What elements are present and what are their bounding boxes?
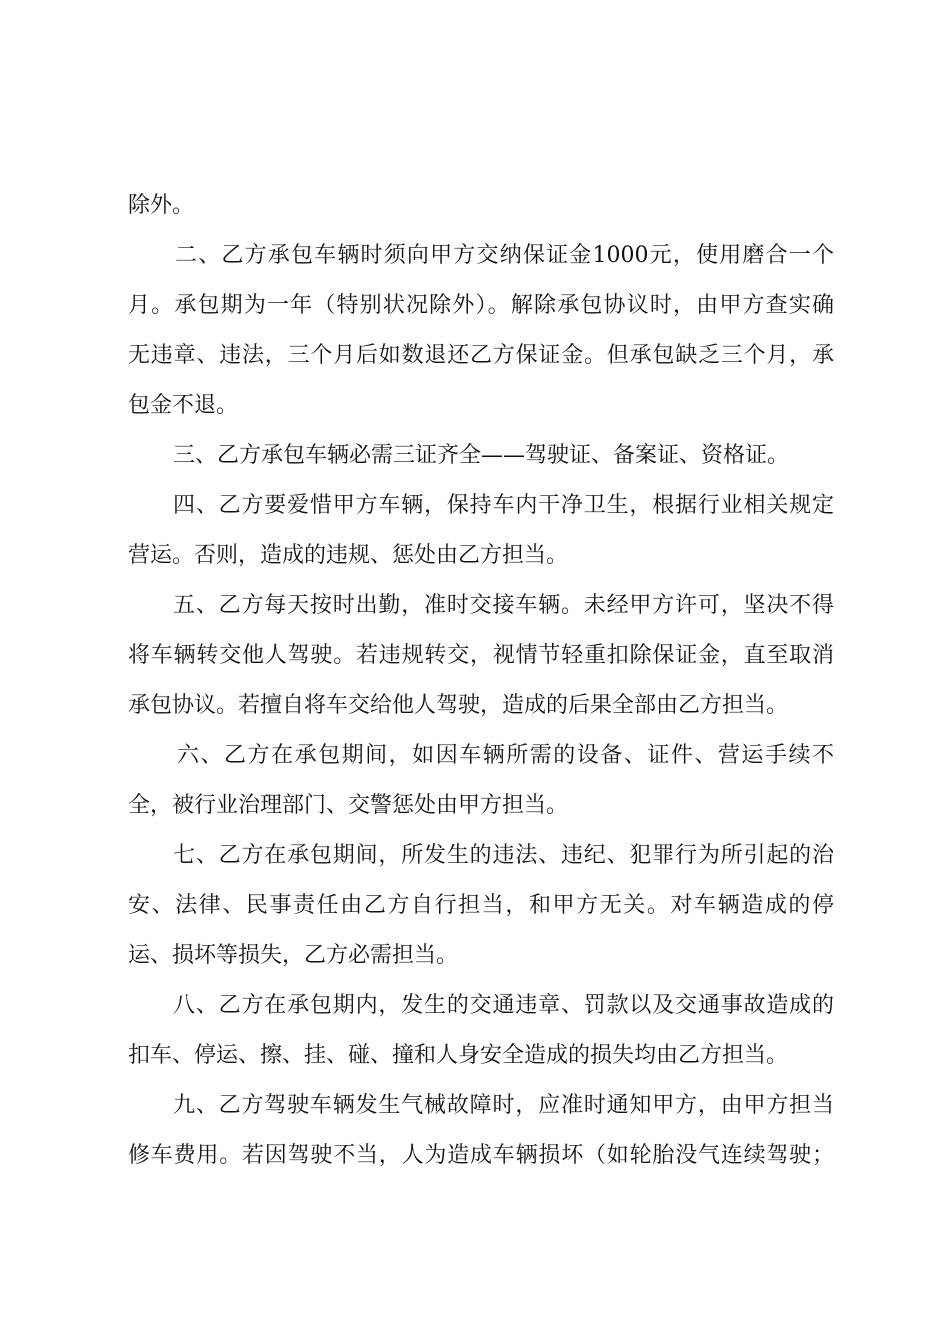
text-line-2: 二、乙方承包车辆时须向甲方交纳保证金1000元，使用磨合一个 (175, 243, 834, 268)
text-line-12: 六、乙方在承包期间，如因车辆所需的设备、证件、营运手续不 (177, 743, 834, 768)
text-line-5: 包金不退。 (128, 393, 239, 418)
text-line-1: 除外。 (128, 193, 195, 218)
text-line-3: 月。承包期为一年（特别状况除外）。解除承包协议时，由甲方查实确 (128, 293, 834, 318)
text-line-16: 运、损坏等损失，乙方必需担当。 (128, 943, 459, 968)
text-line-18: 扣车、停运、擦、挂、碰、撞和人身安全造成的损失均由乙方担当。 (128, 1043, 789, 1068)
text-line-7: 四、乙方要爱惜甲方车辆，保持车内干净卫生，根据行业相关规定 (173, 493, 834, 518)
text-line-8: 营运。否则，造成的违规、惩处由乙方担当。 (128, 543, 569, 568)
text-line-9: 五、乙方每天按时出勤，准时交接车辆。未经甲方许可，坚决不得 (173, 593, 834, 618)
text-line-10: 将车辆转交他人驾驶。若违规转交，视情节轻重扣除保证金，直至取消 (128, 643, 834, 668)
text-line-6: 三、乙方承包车辆必需三证齐全——驾驶证、备案证、资格证。 (173, 443, 790, 468)
text-line-17: 八、乙方在承包期内，发生的交通违章、罚款以及交通事故造成的 (173, 993, 834, 1018)
text-line-13: 全，被行业治理部门、交警惩处由甲方担当。 (128, 793, 569, 818)
text-line-4: 无违章、违法，三个月后如数退还乙方保证金。但承包缺乏三个月，承 (128, 343, 834, 368)
text-line-14: 七、乙方在承包期间，所发生的违法、违纪、犯罪行为所引起的治 (173, 843, 834, 868)
text-line-19: 九、乙方驾驶车辆发生气械故障时，应准时通知甲方，由甲方担当 (173, 1093, 834, 1118)
text-line-11: 承包协议。若擅自将车交给他人驾驶，造成的后果全部由乙方担当。 (128, 693, 789, 718)
text-line-15: 安、法律、民事责任由乙方自行担当，和甲方无关。对车辆造成的停 (128, 893, 834, 918)
text-line-20: 修车费用。若因驾驶不当，人为造成车辆损坏（如轮胎没气连续驾驶； (128, 1143, 834, 1168)
